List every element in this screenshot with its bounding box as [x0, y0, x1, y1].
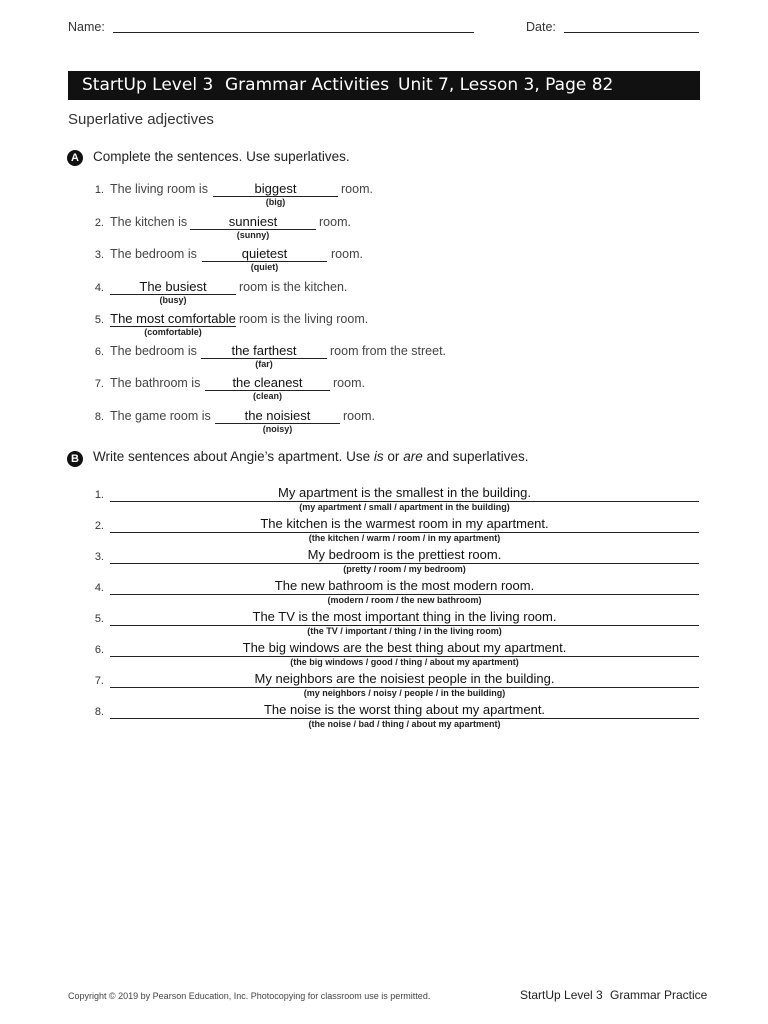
- part-b-item-6-hint: (the big windows / good / thing / about my apartment): [290, 657, 519, 667]
- part-b-item-7-answer[interactable]: My neighbors are the noisiest people in the building.: [254, 671, 555, 686]
- part-b-instruction: [93, 449, 529, 464]
- part-a-item-6-number: 6.: [94, 346, 104, 358]
- part-a-item-7-hint: (clean): [252, 391, 282, 401]
- part-b-badge: B: [67, 451, 83, 467]
- date-line[interactable]: [564, 32, 699, 33]
- part-a-item-2-text-after: room.: [319, 215, 351, 229]
- part-b-item-3-hint: (pretty / room / my bedroom): [343, 564, 466, 574]
- part-a-item-8-text-before: The game room is: [110, 409, 211, 423]
- copyright-notice: Copyright © 2019 by Pearson Education, Inc. Photocopying for classroom use is permitted.: [68, 991, 431, 1001]
- part-a-item-3-text-after: room.: [331, 247, 363, 261]
- part-b-item-3-answer[interactable]: My bedroom is the prettiest room.: [307, 547, 502, 562]
- part-b-item-7-hint: (my neighbors / noisy / people / in the building): [303, 688, 506, 698]
- part-b-instruction-or: or: [383, 449, 404, 464]
- part-a-item-6-answer[interactable]: the farthest: [231, 343, 297, 358]
- part-a-badge: A: [67, 150, 83, 166]
- part-a-item-2-hint: (sunny): [236, 230, 270, 240]
- part-a-item-8-hint: (noisy): [262, 424, 293, 434]
- part-a-item-6-text-before: The bedroom is: [110, 344, 197, 358]
- part-a-item-4-number: 4.: [94, 282, 104, 294]
- part-a-item-4-hint: (busy): [159, 295, 187, 305]
- part-a-item-3-answer[interactable]: quietest: [241, 246, 288, 261]
- part-b-item-1-answer[interactable]: My apartment is the smallest in the building.: [278, 485, 531, 500]
- part-b-item-1-hint: (my apartment / small / apartment in the building): [299, 502, 510, 512]
- name-label: Name:: [68, 20, 105, 34]
- part-b-item-2-number: 2.: [94, 520, 104, 532]
- part-a-item-4-answer[interactable]: The busiest: [139, 279, 207, 294]
- part-a-item-1-answer[interactable]: biggest: [254, 181, 297, 196]
- part-a-item-7-number: 7.: [94, 378, 104, 390]
- part-b-instruction-pre: Write sentences about Angie’s apartment. Use: [93, 449, 374, 464]
- part-a-item-3-text-before: The bedroom is: [110, 247, 197, 261]
- part-a-item-8-answer[interactable]: the noisiest: [244, 408, 311, 423]
- part-b-item-5-answer[interactable]: The TV is the most important thing in the living room.: [252, 609, 557, 624]
- part-a-item-1-text-before: The living room is: [110, 182, 208, 196]
- part-a-item-3-number: 3.: [94, 249, 104, 261]
- part-b-item-7-number: 7.: [94, 675, 104, 687]
- part-a-item-8-text-after: room.: [343, 409, 375, 423]
- part-a-item-2-number: 2.: [94, 217, 104, 229]
- part-b-item-8-hint: (the noise / bad / thing / about my apartment): [308, 719, 501, 729]
- banner-series: StartUp Level 3: [82, 75, 214, 95]
- part-b-item-2-answer[interactable]: The kitchen is the warmest room in my apartment.: [260, 516, 549, 531]
- part-b-instruction-are: are: [403, 449, 423, 464]
- part-b-item-3-number: 3.: [94, 551, 104, 563]
- part-a-item-6-text-after: room from the street.: [330, 344, 447, 358]
- part-b-item-5-number: 5.: [94, 613, 104, 625]
- title-banner: [68, 71, 700, 100]
- footer-series: StartUp Level 3: [520, 988, 603, 1002]
- part-b-item-8-answer[interactable]: The noise is the worst thing about my apartment.: [263, 702, 546, 717]
- part-b-item-4-number: 4.: [94, 582, 104, 594]
- date-label: Date:: [526, 20, 556, 34]
- part-a-item-5-number: 5.: [94, 314, 104, 326]
- part-b-item-5-hint: (the TV / important / thing / in the living room): [307, 626, 502, 636]
- part-a-item-7-answer[interactable]: the cleanest: [232, 375, 303, 390]
- part-a-item-4-text-after: room is the kitchen.: [239, 280, 348, 294]
- part-b-item-6-number: 6.: [94, 644, 104, 656]
- part-a-item-8-number: 8.: [94, 411, 104, 423]
- part-a-item-3-hint: (quiet): [250, 262, 279, 272]
- footer-title: Grammar Practice: [610, 988, 708, 1002]
- part-a-item-2-text-before: The kitchen is: [110, 215, 188, 229]
- part-b-instruction-post: and superlatives.: [422, 449, 529, 464]
- part-a-item-1-hint: (big): [265, 197, 286, 207]
- part-a-item-2-answer[interactable]: sunniest: [228, 214, 278, 229]
- part-a-item-1-text-after: room.: [341, 182, 373, 196]
- part-b-item-4-answer[interactable]: The new bathroom is the most modern room.: [274, 578, 535, 593]
- part-a-item-5-answer[interactable]: The most comfortable: [110, 311, 236, 326]
- banner-location: Unit 7, Lesson 3, Page 82: [398, 75, 614, 95]
- part-b-item-1-number: 1.: [94, 489, 104, 501]
- part-a-item-1-number: 1.: [94, 184, 104, 196]
- banner-section: Grammar Activities: [225, 75, 390, 95]
- part-b-instruction-is: is: [373, 449, 384, 464]
- part-a-item-5-hint: (comfortable): [144, 327, 202, 337]
- part-a-item-5-text-after: room is the living room.: [239, 312, 369, 326]
- part-a-item-6-hint: (far): [255, 359, 273, 369]
- section-title: Superlative adjectives: [68, 111, 214, 128]
- part-b-item-8-number: 8.: [94, 706, 104, 718]
- part-b-item-6-answer[interactable]: The big windows are the best thing about my apartment.: [242, 640, 567, 655]
- name-line[interactable]: [113, 32, 474, 33]
- part-a-instruction: Complete the sentences. Use superlatives.: [93, 149, 350, 164]
- part-a-item-7-text-before: The bathroom is: [110, 376, 201, 390]
- part-a-item-7-text-after: room.: [333, 376, 365, 390]
- part-b-item-2-hint: (the kitchen / warm / room / in my apartment): [308, 533, 501, 543]
- part-b-item-4-hint: (modern / room / the new bathroom): [327, 595, 482, 605]
